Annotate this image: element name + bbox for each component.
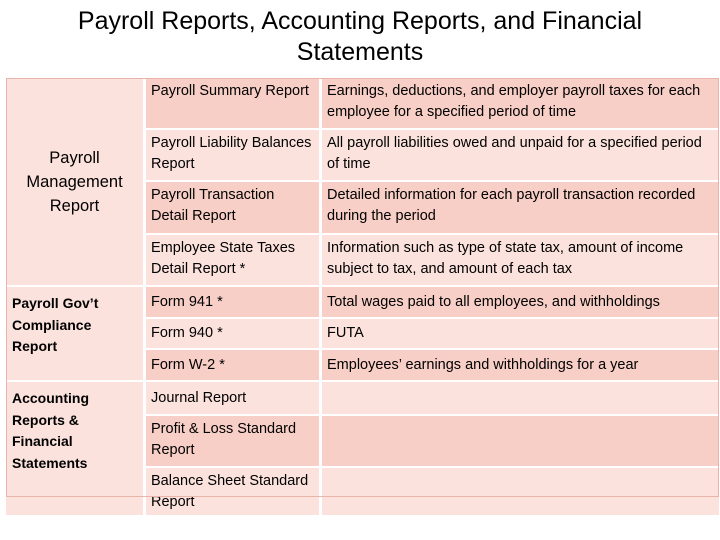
report-name: Form 941 * [146, 287, 319, 317]
report-description [322, 468, 719, 515]
report-name: Form W-2 * [146, 350, 319, 380]
report-description: All payroll liabilities owed and unpaid for a specified period of time [322, 130, 719, 180]
page-title: Payroll Reports, Accounting Reports, and Financial Statements [77, 7, 643, 66]
section-payroll-management: Payroll Management Report [6, 78, 143, 285]
section-accounting-reports: Accounting Reports & Financial Statements [6, 382, 143, 515]
report-name: Journal Report [146, 382, 319, 414]
report-name: Payroll Liability Balances Report [146, 130, 319, 180]
report-name: Balance Sheet Standard Report [146, 468, 319, 515]
report-description [322, 382, 719, 414]
reports-table [6, 78, 719, 515]
report-description: Information such as type of state tax, amount of income subject to tax, and amount of each tax [322, 235, 719, 285]
report-name: Profit & Loss Standard Report [146, 416, 319, 466]
report-description: Detailed information for each payroll transaction recorded during the period [322, 182, 719, 233]
section-govt-compliance: Payroll Gov’t Compliance Report [6, 287, 143, 380]
report-description: FUTA [322, 319, 719, 348]
report-description [322, 416, 719, 466]
report-name: Form 940 * [146, 319, 319, 348]
report-name: Employee State Taxes Detail Report * [146, 235, 319, 285]
report-name: Payroll Summary Report [146, 78, 319, 128]
report-description: Earnings, deductions, and employer payroll taxes for each employee for a specified period of time [322, 78, 719, 128]
report-name: Payroll Transaction Detail Report [146, 182, 319, 233]
report-description: Total wages paid to all employees, and withholdings [322, 287, 719, 317]
report-description: Employees’ earnings and withholdings for a year [322, 350, 719, 380]
